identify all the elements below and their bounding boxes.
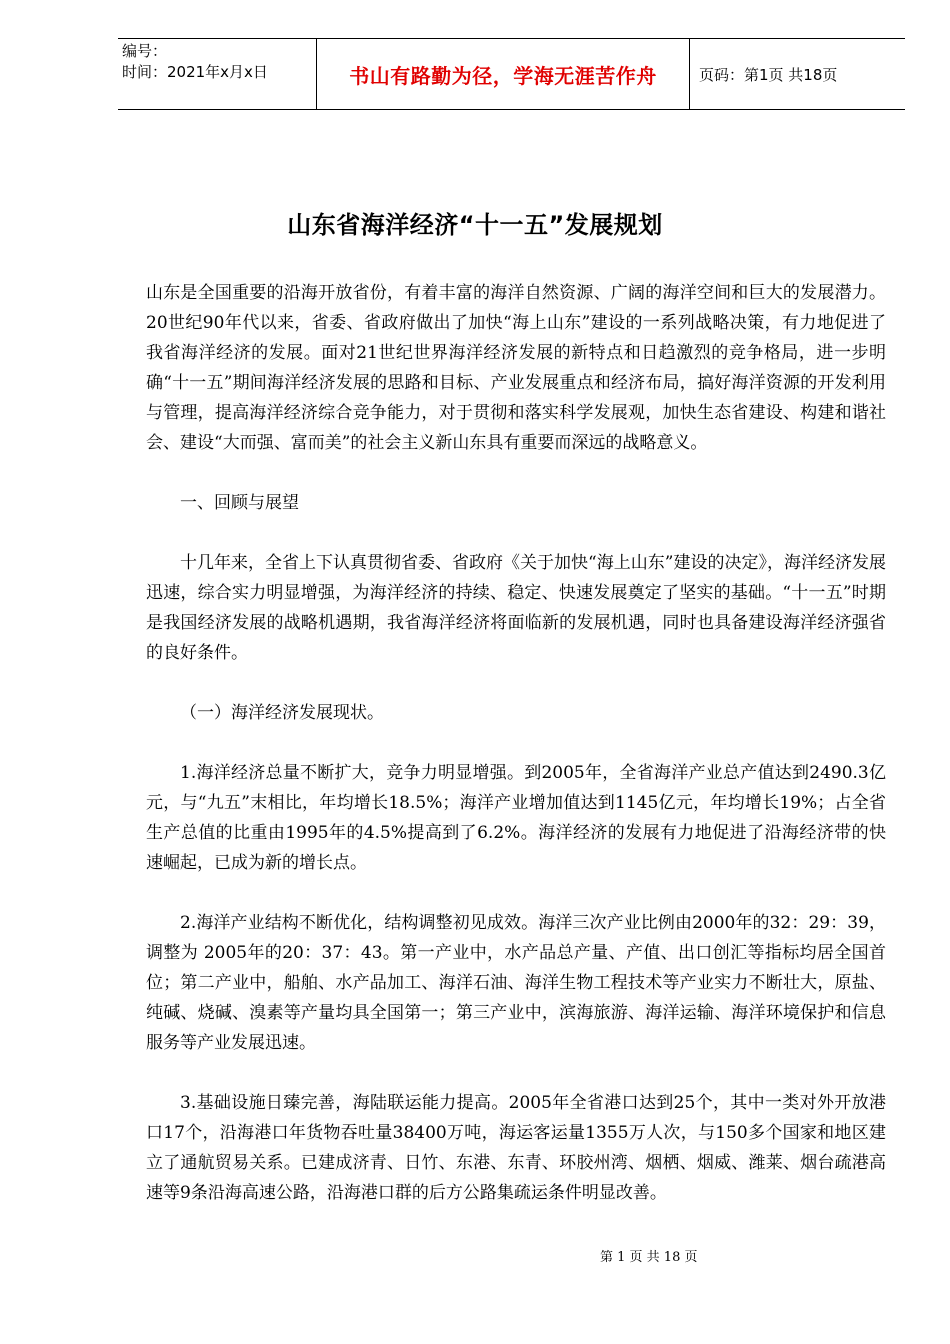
document-date: 时间：2021年x月x日 <box>122 63 268 81</box>
header-page-info: 页码：第1页 共18页 <box>699 65 838 84</box>
header-motto-cell <box>316 39 690 109</box>
body-paragraph: 3.基础设施日臻完善，海陆联运能力提高。2005年全省港口达到25个，其中一类对外开放港口17个，沿海港口年货物吞吐量38400万吨，海运客运量1355万人次，与150多个国家和地区建立了通航贸易关系。已建成济青、日竹、东港、东青、环胶州湾、烟栖、烟威、潍莱、烟台疏港高速等9条沿海高速公路，沿海港口群的后方公路集疏运条件明显改善。 <box>146 1093 886 1203</box>
document-title: 山东省海洋经济“十一五”发展规划 <box>287 211 663 239</box>
page-header <box>118 38 905 110</box>
header-meta <box>118 39 316 109</box>
body-paragraph: 2.海洋产业结构不断优化，结构调整初见成效。海洋三次产业比例由2000年的32：29：39，调整为 2005年的20：37：43。第一产业中，水产品总产量、产值、出口创汇等指标均居全国首位；第二产业中，船舶、水产品加工、海洋石油、海洋生物工程技术等产业实力不断壮大，原盐、纯碱、烧碱、溴素等产量均具全国第一；第三产业中，滨海旅游、海洋运输、海洋环境保护和信息服务等产业发展迅速。 <box>146 913 886 1053</box>
document-number-label: 编号： <box>122 42 168 60</box>
subsection-heading: （一）海洋经济发展现状。 <box>180 703 384 723</box>
body-paragraph: 1.海洋经济总量不断扩大，竞争力明显增强。到2005年，全省海洋产业总产值达到2490.3亿元，与“九五”末相比，年均增长18.5%；海洋产业增加值达到1145亿元，年均增长19%；占全省生产总值的比重由1995年的4.5%提高到了6.2%。海洋经济的发展有力地促进了沿海经济带的快速崛起，已成为新的增长点。 <box>146 763 886 873</box>
document-body <box>146 278 886 1238</box>
page-footer: 第 1 页 共 18 页 <box>600 1250 698 1265</box>
body-paragraph: 山东是全国重要的沿海开放省份，有着丰富的海洋自然资源、广阔的海洋空间和巨大的发展潜力。20世纪90年代以来，省委、省政府做出了加快“海上山东”建设的一系列战略决策，有力地促进了我省海洋经济的发展。面对21世纪世界海洋经济发展的新特点和日趋激烈的竞争格局，进一步明确“十一五”期间海洋经济发展的思路和目标、产业发展重点和经济布局，搞好海洋资源的开发利用与管理，提高海洋经济综合竞争能力，对于贯彻和落实科学发展观，加快生态省建设、构建和谐社会、建设“大而强、富而美”的社会主义新山东具有重要而深远的战略意义。 <box>146 283 886 453</box>
section-heading: 一、回顾与展望 <box>180 493 299 513</box>
header-page-info-cell <box>690 39 905 109</box>
header-motto: 书山有路勤为径，学海无涯苦作舟 <box>349 63 657 88</box>
body-paragraph: 十几年来，全省上下认真贯彻省委、省政府《关于加快“海上山东”建设的决定》，海洋经济发展迅速，综合实力明显增强，为海洋经济的持续、稳定、快速发展奠定了坚实的基础。“十一五”时期是我国经济发展的战略机遇期，我省海洋经济将面临新的发展机遇，同时也具备建设海洋经济强省的良好条件。 <box>146 553 886 663</box>
